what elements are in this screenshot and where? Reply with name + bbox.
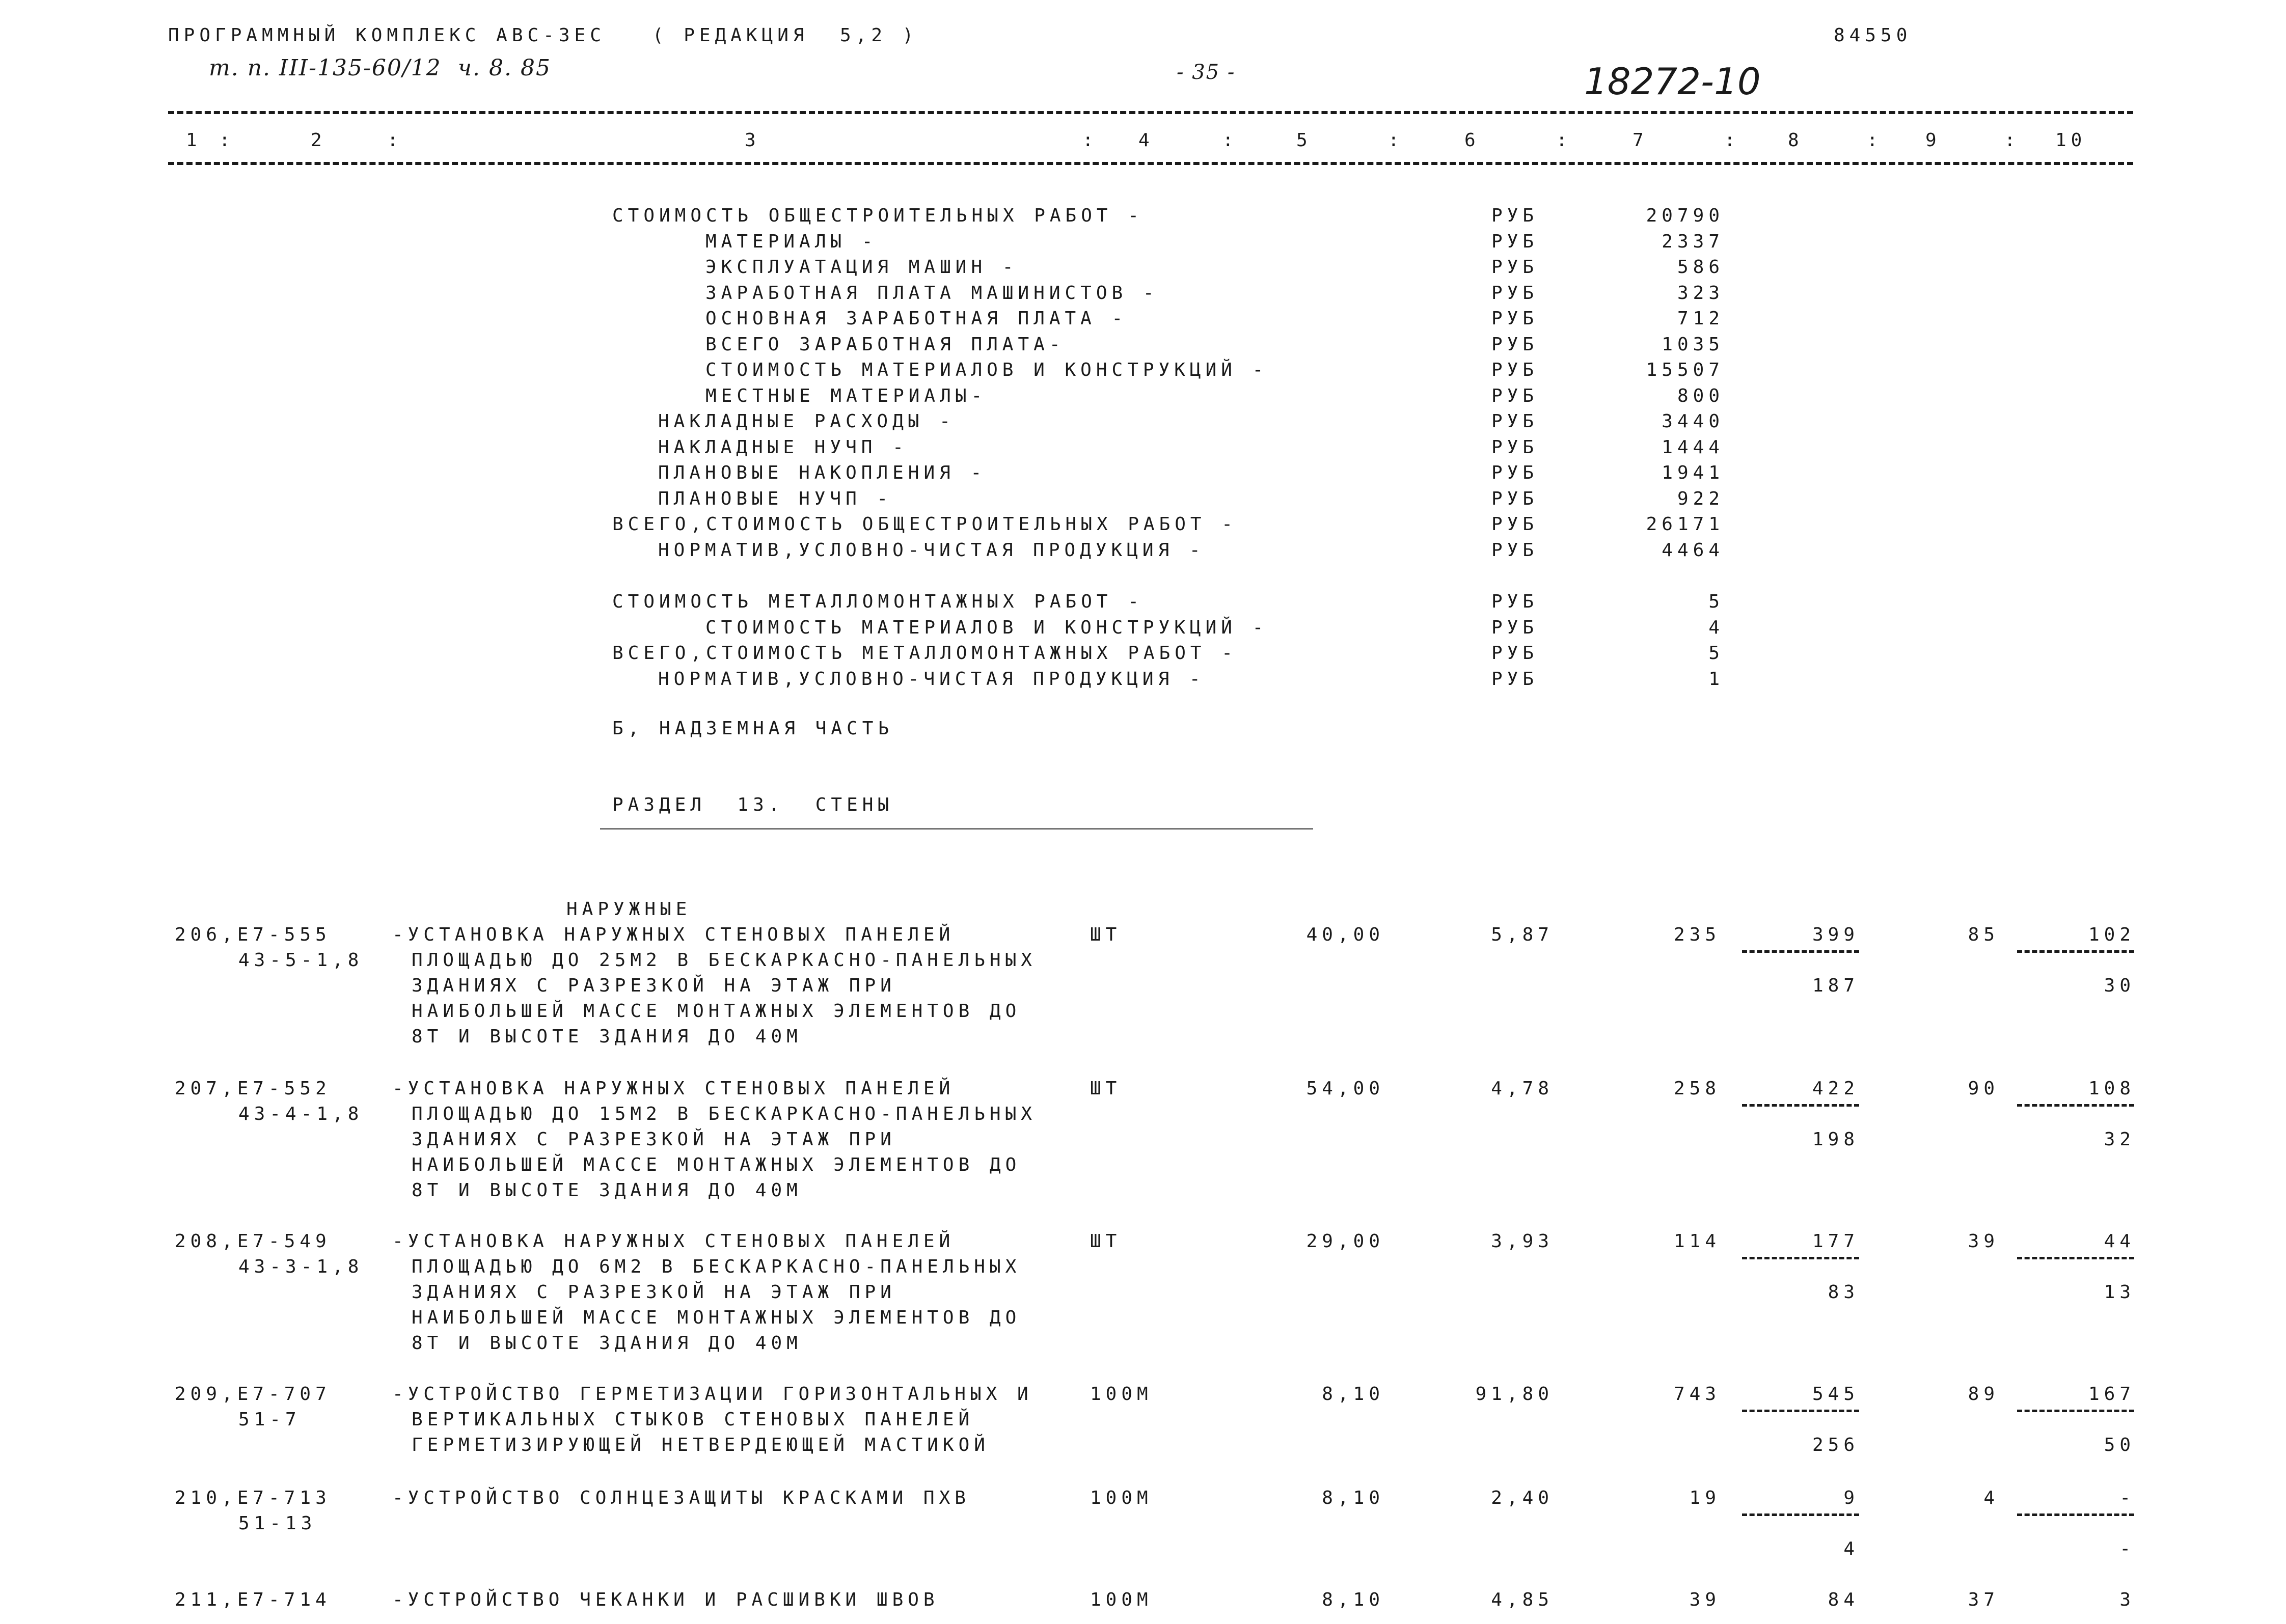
registration-number: 18272-10 xyxy=(1584,60,1761,103)
row-unit-price: 2,40 xyxy=(1491,1488,1554,1508)
summary-value: 712 xyxy=(1677,308,1724,329)
row-number: 210,Е7-713 xyxy=(175,1488,331,1508)
summary-label: ЭКСПЛУАТАЦИЯ МАШИН - xyxy=(705,257,1018,278)
row-col8-sub: 256 xyxy=(1812,1435,1859,1455)
summary-value: 15507 xyxy=(1646,360,1724,380)
summary-label: МЕСТНЫЕ МАТЕРИАЛЫ- xyxy=(705,385,987,406)
row-col10-sub: 50 xyxy=(2104,1435,2135,1455)
summary-label: ПЛАНОВЫЕ НУЧП - xyxy=(658,488,893,509)
row-col10-sub: - xyxy=(2119,1538,2135,1559)
row-quantity: 8,10 xyxy=(1322,1488,1384,1508)
summary-label: ОСНОВНАЯ ЗАРАБОТНАЯ ПЛАТА - xyxy=(705,308,1128,329)
summary-label: СТОИМОСТЬ МАТЕРИАЛОВ И КОНСТРУКЦИЙ - xyxy=(705,360,1268,380)
row-col10: 44 xyxy=(2104,1231,2135,1252)
row-quantity: 54,00 xyxy=(1306,1078,1384,1099)
row-col10-sub: 13 xyxy=(2104,1282,2135,1303)
column-header-7: 7 xyxy=(1632,130,1648,151)
summary-unit: РУБ xyxy=(1491,539,1539,561)
summary-value: 2337 xyxy=(1662,231,1724,252)
summary-label: СТОИМОСТЬ ОБЩЕСТРОИТЕЛЬНЫХ РАБОТ - xyxy=(612,205,1144,226)
summary-unit: РУБ xyxy=(1491,334,1539,355)
summary-value: 586 xyxy=(1677,257,1724,278)
row-description-line: -УСТРОЙСТВО СОЛНЦЕЗАЩИТЫ КРАСКАМИ ПХВ xyxy=(392,1488,970,1508)
row-col10: 3 xyxy=(2119,1589,2135,1610)
row-number: 208,Е7-549 xyxy=(175,1231,331,1252)
summary-label: ЗАРАБОТНАЯ ПЛАТА МАШИНИСТОВ - xyxy=(705,282,1159,304)
row-col9: 85 xyxy=(1968,924,1999,945)
summary-label: НАКЛАДНЫЕ НУЧП - xyxy=(658,436,908,458)
column-separator: : xyxy=(1222,130,1238,151)
row-unit: ШТ xyxy=(1090,1078,1122,1099)
row-norm-code: 51-7 xyxy=(238,1409,301,1430)
summary-unit: РУБ xyxy=(1491,360,1539,380)
row-description-line: -УСТРОЙСТВО ЧЕКАНКИ И РАСШИВКИ ШВОВ xyxy=(392,1589,939,1610)
summary-unit: РУБ xyxy=(1491,643,1539,664)
row-description-line: -УСТАНОВКА НАРУЖНЫХ СТЕНОВЫХ ПАНЕЛЕЙ xyxy=(392,1078,955,1099)
summary-unit: РУБ xyxy=(1491,436,1539,458)
row-unit: ШТ xyxy=(1090,1231,1122,1252)
summary-unit: РУБ xyxy=(1491,231,1539,252)
summary-value: 800 xyxy=(1677,385,1724,406)
summary-unit: РУБ xyxy=(1491,617,1539,638)
row-col8-divider xyxy=(1742,1104,1859,1107)
subheading: НАРУЖНЫЕ xyxy=(566,899,692,920)
page-number: - 35 - xyxy=(1177,61,1236,84)
summary-value: 4 xyxy=(1708,617,1724,638)
column-separator: : xyxy=(1867,130,1883,151)
row-description-line: ПЛОЩАДЬЮ ДО 25М2 В БЕСКАРКАСНО-ПАНЕЛЬНЫХ xyxy=(412,950,1037,971)
row-description-line: ПЛОЩАДЬЮ ДО 6М2 В БЕСКАРКАСНО-ПАНЕЛЬНЫХ xyxy=(412,1256,1021,1277)
row-col9: 4 xyxy=(1983,1488,1999,1508)
row-quantity: 8,10 xyxy=(1322,1384,1384,1405)
row-col8: 177 xyxy=(1812,1231,1859,1252)
column-separator: : xyxy=(1082,130,1098,151)
row-col10-divider xyxy=(2017,1257,2134,1259)
summary-value: 1 xyxy=(1708,668,1724,690)
row-norm-code: 43-3-1,8 xyxy=(238,1256,364,1277)
row-description-line: -УСТРОЙСТВО ГЕРМЕТИЗАЦИИ ГОРИЗОНТАЛЬНЫХ И xyxy=(392,1384,1033,1405)
summary-value: 922 xyxy=(1677,488,1724,509)
row-col8: 9 xyxy=(1843,1488,1859,1508)
summary-value: 1035 xyxy=(1662,334,1724,355)
row-unit: ШТ xyxy=(1090,924,1122,945)
summary-unit: РУБ xyxy=(1491,462,1539,483)
row-description-line: НАИБОЛЬШЕЙ МАССЕ МОНТАЖНЫХ ЭЛЕМЕНТОВ ДО xyxy=(412,1307,1021,1328)
row-unit-price: 3,93 xyxy=(1491,1231,1554,1252)
row-col10: 108 xyxy=(2088,1078,2135,1099)
row-col9: 37 xyxy=(1968,1589,1999,1610)
row-col8-divider xyxy=(1742,950,1859,953)
row-unit-price: 91,80 xyxy=(1475,1384,1554,1405)
row-norm-code: 43-5-1,8 xyxy=(238,950,364,971)
header-rule-top xyxy=(168,111,2133,114)
summary-label: ПЛАНОВЫЕ НАКОПЛЕНИЯ - xyxy=(658,462,987,483)
row-col8-sub: 83 xyxy=(1828,1282,1859,1303)
row-description-line: ПЛОЩАДЬЮ ДО 15М2 В БЕСКАРКАСНО-ПАНЕЛЬНЫХ xyxy=(412,1104,1037,1124)
summary-label: НАКЛАДНЫЕ РАСХОДЫ - xyxy=(658,411,955,432)
summary-unit: РУБ xyxy=(1491,308,1539,329)
row-number: 209,Е7-707 xyxy=(175,1384,331,1405)
row-unit-price: 5,87 xyxy=(1491,924,1554,945)
row-col10-sub: 32 xyxy=(2104,1129,2135,1150)
row-description-line: 8Т И ВЫСОТЕ ЗДАНИЯ ДО 40М xyxy=(412,1333,802,1354)
row-norm-code: 43-4-1,8 xyxy=(238,1104,364,1124)
summary-unit: РУБ xyxy=(1491,385,1539,406)
row-description-line: -УСТАНОВКА НАРУЖНЫХ СТЕНОВЫХ ПАНЕЛЕЙ xyxy=(392,924,955,945)
column-header-4: 4 xyxy=(1138,130,1154,151)
row-col10-divider xyxy=(2017,1104,2134,1107)
row-description-line: ЗДАНИЯХ С РАЗРЕЗКОЙ НА ЭТАЖ ПРИ xyxy=(412,975,896,996)
column-header-10: 10 xyxy=(2055,130,2087,151)
row-col10-divider xyxy=(2017,1513,2134,1516)
row-number: 207,Е7-552 xyxy=(175,1078,331,1099)
row-total: 235 xyxy=(1673,924,1721,945)
row-description-line: -УСТАНОВКА НАРУЖНЫХ СТЕНОВЫХ ПАНЕЛЕЙ xyxy=(392,1231,955,1252)
row-total: 19 xyxy=(1689,1488,1721,1508)
row-description-line: ЗДАНИЯХ С РАЗРЕЗКОЙ НА ЭТАЖ ПРИ xyxy=(412,1282,896,1303)
summary-label: СТОИМОСТЬ МЕТАЛЛОМОНТАЖНЫХ РАБОТ - xyxy=(612,591,1144,612)
row-description-line: 8Т И ВЫСОТЕ ЗДАНИЯ ДО 40М xyxy=(412,1026,802,1047)
summary-label: ВСЕГО,СТОИМОСТЬ ОБЩЕСТРОИТЕЛЬНЫХ РАБОТ - xyxy=(612,514,1237,535)
row-col8-divider xyxy=(1742,1410,1859,1412)
program-title: ПРОГРАММНЫЙ КОМПЛЕКС АВС-ЗЕС ( РЕДАКЦИЯ 5,2 ) xyxy=(168,25,918,46)
section-heading: РАЗДЕЛ 13. СТЕНЫ xyxy=(612,794,894,815)
row-number: 211,Е7-714 xyxy=(175,1589,331,1610)
column-separator: : xyxy=(219,130,235,151)
row-norm-code: 51-13 xyxy=(238,1513,317,1534)
summary-unit: РУБ xyxy=(1491,668,1539,690)
summary-value: 5 xyxy=(1708,643,1724,664)
row-col8: 84 xyxy=(1828,1589,1859,1610)
row-quantity: 8,10 xyxy=(1322,1589,1384,1610)
summary-label: ВСЕГО ЗАРАБОТНАЯ ПЛАТА- xyxy=(705,334,1065,355)
column-header-3: 3 xyxy=(745,130,760,151)
summary-unit: РУБ xyxy=(1491,282,1539,304)
summary-unit: РУБ xyxy=(1491,591,1539,612)
summary-value: 4464 xyxy=(1662,539,1724,561)
row-col8-divider xyxy=(1742,1257,1859,1259)
section-underline xyxy=(600,828,1313,830)
column-separator: : xyxy=(387,130,403,151)
row-unit: 100М xyxy=(1090,1384,1153,1405)
row-col8: 399 xyxy=(1812,924,1859,945)
header-rule-bottom xyxy=(168,162,2133,165)
row-col10: 167 xyxy=(2088,1384,2135,1405)
summary-value: 5 xyxy=(1708,591,1724,612)
row-description-line: НАИБОЛЬШЕЙ МАССЕ МОНТАЖНЫХ ЭЛЕМЕНТОВ ДО xyxy=(412,1154,1021,1175)
row-col10: - xyxy=(2119,1488,2135,1508)
column-header-8: 8 xyxy=(1788,130,1804,151)
row-unit: 100М xyxy=(1090,1589,1153,1610)
row-col8-divider xyxy=(1742,1513,1859,1516)
row-description-line: 8Т И ВЫСОТЕ ЗДАНИЯ ДО 40М xyxy=(412,1180,802,1201)
column-separator: : xyxy=(1556,130,1572,151)
document-code: 84550 xyxy=(1834,25,1912,46)
row-unit-price: 4,78 xyxy=(1491,1078,1554,1099)
column-header-6: 6 xyxy=(1464,130,1480,151)
column-header-9: 9 xyxy=(1925,130,1941,151)
summary-unit: РУБ xyxy=(1491,514,1539,535)
row-col10-divider xyxy=(2017,950,2134,953)
row-col8: 422 xyxy=(1812,1078,1859,1099)
row-col10-divider xyxy=(2017,1410,2134,1412)
summary-value: 3440 xyxy=(1662,411,1724,432)
column-separator: : xyxy=(1388,130,1404,151)
column-separator: : xyxy=(1724,130,1740,151)
summary-label: НОРМАТИВ,УСЛОВНО-ЧИСТАЯ ПРОДУКЦИЯ - xyxy=(658,539,1205,561)
row-description-line: ГЕРМЕТИЗИРУЮЩЕЙ НЕТВЕРДЕЮЩЕЙ МАСТИКОЙ xyxy=(412,1435,990,1455)
row-total: 114 xyxy=(1673,1231,1721,1252)
part-heading: Б, НАДЗЕМНАЯ ЧАСТЬ xyxy=(612,718,894,739)
column-header-5: 5 xyxy=(1296,130,1312,151)
summary-label: СТОИМОСТЬ МАТЕРИАЛОВ И КОНСТРУКЦИЙ - xyxy=(705,617,1268,638)
summary-value: 323 xyxy=(1677,282,1724,304)
row-total: 743 xyxy=(1673,1384,1721,1405)
row-col9: 90 xyxy=(1968,1078,1999,1099)
row-col9: 89 xyxy=(1968,1384,1999,1405)
summary-value: 20790 xyxy=(1646,205,1724,226)
row-quantity: 29,00 xyxy=(1306,1231,1384,1252)
row-number: 206,Е7-555 xyxy=(175,924,331,945)
summary-label: МАТЕРИАЛЫ - xyxy=(705,231,878,252)
summary-unit: РУБ xyxy=(1491,257,1539,278)
row-quantity: 40,00 xyxy=(1306,924,1384,945)
row-total: 39 xyxy=(1689,1589,1721,1610)
project-reference: т. п. III-135-60/12 ч. 8. 85 xyxy=(209,55,551,81)
summary-unit: РУБ xyxy=(1491,205,1539,226)
summary-unit: РУБ xyxy=(1491,411,1539,432)
row-col8-sub: 4 xyxy=(1843,1538,1859,1559)
summary-value: 26171 xyxy=(1646,514,1724,535)
summary-value: 1444 xyxy=(1662,436,1724,458)
summary-value: 1941 xyxy=(1662,462,1724,483)
row-col9: 39 xyxy=(1968,1231,1999,1252)
row-unit-price: 4,85 xyxy=(1491,1589,1554,1610)
row-description-line: ЗДАНИЯХ С РАЗРЕЗКОЙ НА ЭТАЖ ПРИ xyxy=(412,1129,896,1150)
row-total: 258 xyxy=(1673,1078,1721,1099)
column-separator: : xyxy=(2004,130,2020,151)
row-description-line: ВЕРТИКАЛЬНЫХ СТЫКОВ СТЕНОВЫХ ПАНЕЛЕЙ xyxy=(412,1409,974,1430)
row-unit: 100М xyxy=(1090,1488,1153,1508)
column-header-2: 2 xyxy=(311,130,326,151)
row-col8: 545 xyxy=(1812,1384,1859,1405)
row-col8-sub: 198 xyxy=(1812,1129,1859,1150)
summary-label: НОРМАТИВ,УСЛОВНО-ЧИСТАЯ ПРОДУКЦИЯ - xyxy=(658,668,1205,690)
row-description-line: НАИБОЛЬШЕЙ МАССЕ МОНТАЖНЫХ ЭЛЕМЕНТОВ ДО xyxy=(412,1001,1021,1022)
row-col10: 102 xyxy=(2088,924,2135,945)
row-col8-sub: 187 xyxy=(1812,975,1859,996)
summary-unit: РУБ xyxy=(1491,488,1539,509)
row-col10-sub: 30 xyxy=(2104,975,2135,996)
column-header-1: 1 xyxy=(186,130,202,151)
summary-label: ВСЕГО,СТОИМОСТЬ МЕТАЛЛОМОНТАЖНЫХ РАБОТ - xyxy=(612,643,1237,664)
